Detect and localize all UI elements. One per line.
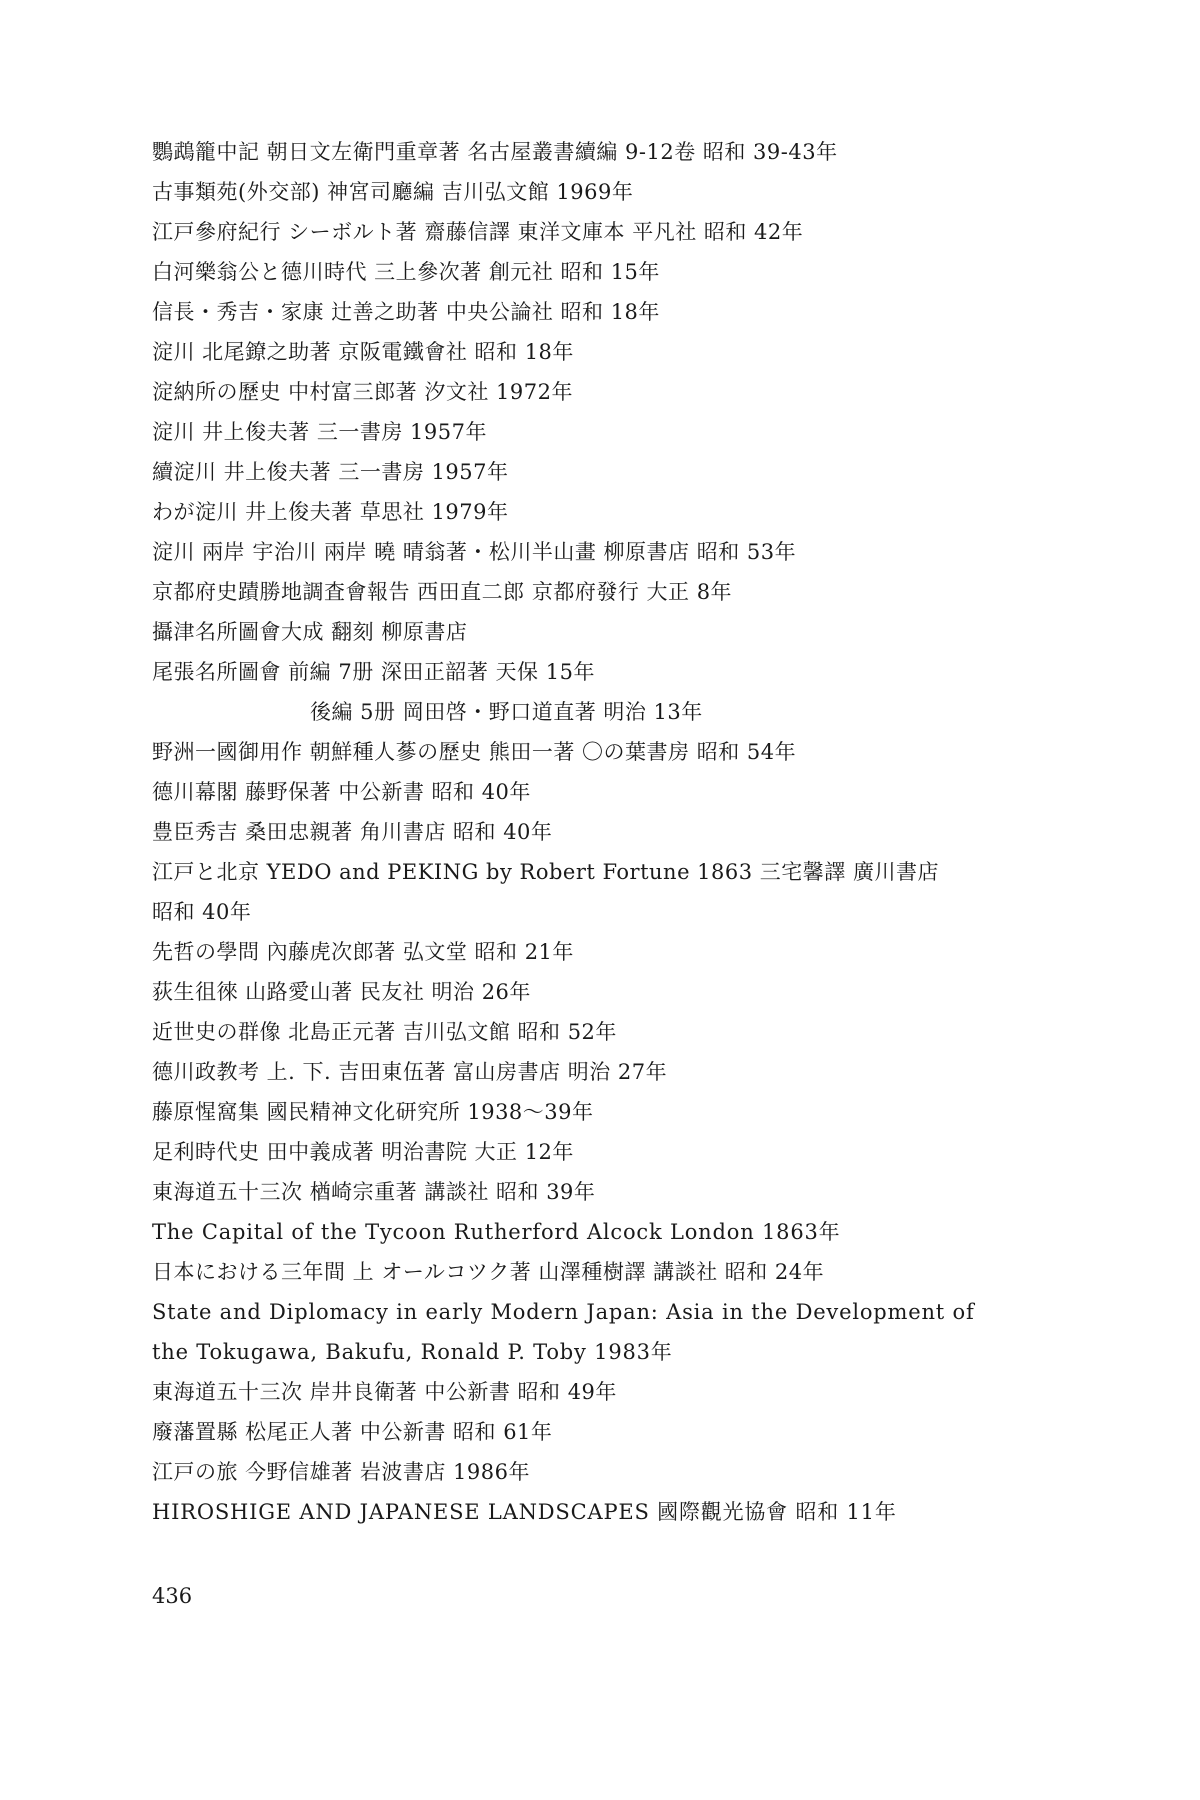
bibliography-entry: 江戸の旅 今野信雄著 岩波書店 1986年 <box>152 1460 530 1484</box>
bibliography-entry: 白河樂翁公と德川時代 三上參次著 創元社 昭和 15年 <box>152 260 660 284</box>
bibliography-entry: 東海道五十三次 楢崎宗重著 講談社 昭和 39年 <box>152 1180 596 1204</box>
bibliography-entry: 德川幕閣 藤野保著 中公新書 昭和 40年 <box>152 780 531 804</box>
bibliography-entry: 淀川 井上俊夫著 三一書房 1957年 <box>152 420 487 444</box>
bibliography-entry: 淀川 北尾鐐之助著 京阪電鐵會社 昭和 18年 <box>152 340 574 364</box>
bibliography-list <box>152 132 1052 1532</box>
bibliography-entry: 東海道五十三次 岸井良衛著 中公新書 昭和 49年 <box>152 1380 617 1404</box>
bibliography-entry: 豊臣秀吉 桑田忠親著 角川書店 昭和 40年 <box>152 820 553 844</box>
bibliography-entry: 攝津名所圖會大成 翻刻 柳原書店 <box>152 620 468 644</box>
bibliography-entry-continuation: 昭和 40年 <box>152 900 252 924</box>
bibliography-entry: 續淀川 井上俊夫著 三一書房 1957年 <box>152 460 509 484</box>
bibliography-entry: 江戸と北京 YEDO and PEKING by Robert Fortune 1863 三宅馨譯 廣川書店 <box>152 860 939 884</box>
bibliography-entry: 江戸參府紀行 シーボルト著 齋藤信譯 東洋文庫本 平凡社 昭和 42年 <box>152 220 804 244</box>
bibliography-entry: HIROSHIGE AND JAPANESE LANDSCAPES 國際觀光協會 昭和 11年 <box>152 1500 897 1524</box>
bibliography-entry: 淀川 兩岸 宇治川 兩岸 曉 晴翁著・松川半山畫 柳原書店 昭和 53年 <box>152 540 797 564</box>
bibliography-entry: 德川政教考 上. 下. 吉田東伍著 富山房書店 明治 27年 <box>152 1060 668 1084</box>
bibliography-entry: 足利時代史 田中義成著 明治書院 大正 12年 <box>152 1140 574 1164</box>
bibliography-entry-continuation: the Tokugawa, Bakufu, Ronald P. Toby 1983年 <box>152 1340 673 1364</box>
bibliography-entry: 藤原惺窩集 國民精神文化研究所 1938〜39年 <box>152 1100 594 1124</box>
bibliography-entry: 先哲の學問 內藤虎次郎著 弘文堂 昭和 21年 <box>152 940 574 964</box>
bibliography-entry: 尾張名所圖會 前編 7册 深田正韶著 天保 15年 <box>152 660 595 684</box>
bibliography-entry: 京都府史蹟勝地調査會報告 西田直二郎 京都府發行 大正 8年 <box>152 580 733 604</box>
bibliography-entry: 古事類苑(外交部) 神宮司廳編 吉川弘文館 1969年 <box>152 180 634 204</box>
bibliography-entry: 鸚鵡籠中記 朝日文左衛門重章著 名古屋叢書續編 9-12卷 昭和 39-43年 <box>152 140 838 164</box>
bibliography-entry: State and Diplomacy in early Modern Japan: Asia in the Development of <box>152 1300 975 1324</box>
bibliography-entry: わが淀川 井上俊夫著 草思社 1979年 <box>152 500 509 524</box>
bibliography-entry: The Capital of the Tycoon Rutherford Alcock London 1863年 <box>152 1220 841 1244</box>
bibliography-entry: 荻生徂徠 山路愛山著 民友社 明治 26年 <box>152 980 531 1004</box>
bibliography-entry: 近世史の群像 北島正元著 吉川弘文館 昭和 52年 <box>152 1020 617 1044</box>
bibliography-entry: 日本における三年間 上 オールコツク著 山澤種樹譯 講談社 昭和 24年 <box>152 1260 825 1284</box>
bibliography-entry: 廢藩置縣 松尾正人著 中公新書 昭和 61年 <box>152 1420 553 1444</box>
bibliography-entry-continuation: 後編 5册 岡田啓・野口道直著 明治 13年 <box>310 700 703 724</box>
bibliography-entry: 野洲一國御用作 朝鮮種人蔘の歷史 熊田一著 〇の葉書房 昭和 54年 <box>152 740 797 764</box>
bibliography-entry: 信長・秀吉・家康 辻善之助著 中央公論社 昭和 18年 <box>152 300 660 324</box>
page-number: 436 <box>152 1584 193 1608</box>
bibliography-entry: 淀納所の歷史 中村富三郎著 汐文社 1972年 <box>152 380 573 404</box>
